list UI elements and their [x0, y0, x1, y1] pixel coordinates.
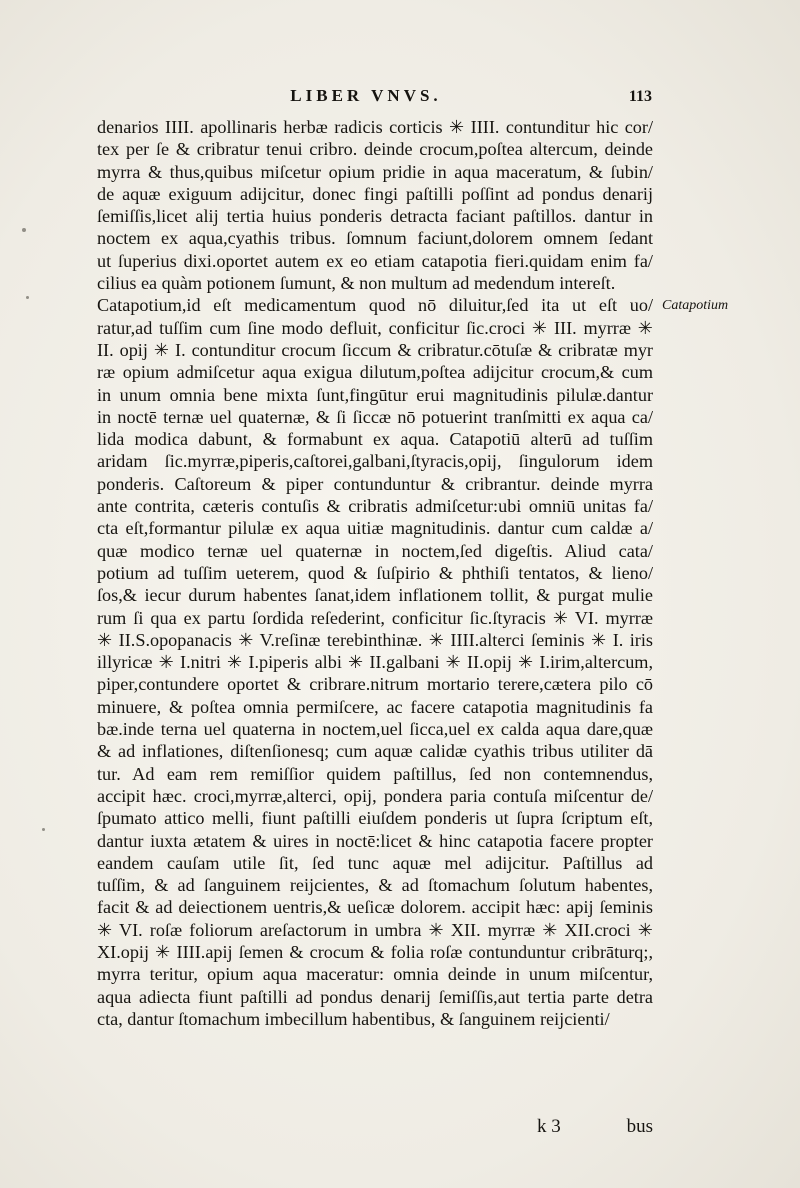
text-line: ut ſuperius dixi.oportet autem ex eo etiam catapotia fieri.quidam enim fa/: [97, 250, 653, 271]
text-line: rum ſi qua ex partu ſordida reſederint, conficitur ſic.ſtyracis ✳ VI. myrræ: [97, 607, 653, 628]
text-line: ante contrita, cæteris contuſis & cribratis admiſcetur:ubi omniū unitas fa/: [97, 496, 653, 517]
text-line: tuſſim, & ad ſanguinem reijcientes, & ad ſtomachum ſolutum habentes,: [97, 875, 653, 896]
text-line: accipit hæc. croci,myrræ,alterci, opij, pondera paria contuſa miſcentur de/: [97, 785, 653, 806]
text-line: facit & ad deiectionem uentris,& ueſicæ dolorem. accipit hæc: apij ſeminis: [97, 897, 653, 918]
text-line: ✳ VI. roſæ foliorum areſactorum in umbra ✳ XII. myrræ ✳ XII.croci ✳: [97, 919, 653, 940]
paper-speck: [26, 296, 29, 299]
running-title: LIBER VNVS.: [290, 86, 442, 105]
text-line: tex per ſe & cribratur tenui cribro. deinde crocum,poſtea altercum, deinde: [97, 139, 653, 160]
text-line: & ad inflationes, diſtenſionesq; cum aquæ calidæ cyathis tribus utiliter dā: [97, 741, 653, 762]
text-line: minuere, & poſtea omnia permiſcere, ac facere catapotia magnitudinis fa: [97, 696, 653, 717]
text-line: dantur iuxta ætatem & uires in noctē:licet & hinc catapotia facere propter: [97, 830, 653, 851]
text-line: quæ modico ternæ uel quaternæ in noctem,ſed digeſtis. Aliud cata/: [97, 540, 653, 561]
running-header: [86, 86, 652, 110]
text-line: aridam ſic.myrræ,piperis,caſtorei,galbani,ſtyracis,opij, ſingulorum idem: [97, 451, 653, 472]
text-line: cta, dantur ſtomachum imbecillum habentibus, & ſanguinem reijcienti/: [97, 1008, 610, 1029]
text-line: in unum omnia bene mixta ſunt,fingūtur erui magnitudinis pilulæ.dantur: [97, 384, 653, 405]
text-line: lida modica dabunt, & formabunt ex aqua. Catapotiū alterū ad tuſſim: [97, 429, 653, 450]
text-line: ræ opium admiſcetur aqua exigua dilutum,poſtea adijcitur crocum,& cum: [97, 362, 653, 383]
text-line: ✳ II.S.opopanacis ✳ V.reſinæ terebinthinæ. ✳ IIII.alterci ſeminis ✳ I. iris: [97, 629, 653, 650]
text-line: in noctē ternæ uel quaternæ, & ſi ſiccæ nō potuerint tranſmitti ex aqua ca/: [97, 406, 653, 427]
text-line: ſos,& iecur durum habentes ſanat,idem inflationem tollit, & purgat mulie: [97, 585, 653, 606]
text-line: cilius ea quàm potionem ſumunt, & non multum ad medendum intereſt.: [97, 273, 616, 294]
text-line: aqua adiecta fiunt paſtilli ad pondus denarij ſemiſſis,aut tertia parte detra: [97, 986, 653, 1007]
text-line: II. opij ✳ I. contunditur crocum ſiccum & cribratur.cōtuſæ & cribratæ myr: [97, 339, 653, 360]
text-line: myrra teritur, opium aqua maceratur: omnia deinde in unum miſcentur,: [97, 964, 653, 985]
text-line: tur. Ad eam rem remiſſior quidem paſtillus, ſed non contemnendus,: [97, 763, 653, 784]
text-line: de aquæ exiguum adijcitur, donec fingi paſtilli poſſint ad pondus denarij: [97, 183, 653, 204]
text-line: ſpumato attico melli, fiunt paſtilli eiuſdem ponderis ut ſupra ſcriptum eſt,: [97, 808, 653, 829]
text-line: potium ad tuſſim ueterem, quod & ſuſpirio & phthiſi tentatos, & lieno/: [97, 562, 653, 583]
folio-number: 113: [628, 88, 652, 105]
catchword: bus: [626, 1116, 653, 1137]
text-line: ponderis. Caſtoreum & piper contunduntur & cribrantur. deinde myrra: [97, 473, 653, 494]
text-line: myrra & thus,quibus miſcetur opium pridie in aqua maceratum, & ſubin/: [97, 161, 653, 182]
text-line: ſemiſſis,licet alij tertia huius ponderis detracta faciant paſtillos. dantur in: [97, 206, 653, 227]
text-line: bæ.inde terna uel quaterna in noctem,uel ſicca,uel ex calda aqua dare,quæ: [97, 719, 653, 740]
text-line: cta eſt,formantur pilulæ ex aqua uitiæ magnitudinis. dantur cum caldæ a/: [97, 518, 653, 539]
signature-mark: k 3: [537, 1116, 561, 1137]
margin-note-catapotium: Catapotium: [662, 298, 729, 313]
text-line: Catapotium,id eſt medicamentum quod nō diluitur,ſed ita ut eſt uo/: [97, 295, 653, 316]
text-line: piper,contundere oportet & cribrare.nitrum mortario terere,cætera pilo cō: [97, 674, 653, 695]
text-line: XI.opij ✳ IIII.apij ſemen & crocum & folia roſæ contunduntur cribrāturq;,: [97, 941, 653, 962]
text-line: noctem ex aqua,cyathis tribus. ſomnum faciunt,dolorem omnem ſedant: [97, 228, 653, 249]
text-line: eandem cauſam utile ſit, ſed tunc aquæ mel adijcitur. Paſtillus ad: [97, 852, 653, 873]
text-line: denarios IIII. apollinaris herbæ radicis corticis ✳ IIII. contunditur hic cor/: [97, 117, 653, 137]
paper-speck: [22, 228, 26, 232]
main-text-block: [97, 116, 653, 1030]
text-line: illyricæ ✳ I.nitri ✳ I.piperis albi ✳ II.galbani ✳ II.opij ✳ I.irim,altercum,: [97, 652, 653, 673]
page-footer: [97, 1116, 653, 1142]
paper-speck: [42, 828, 45, 831]
text-line: ratur,ad tuſſim cum ſine modo defluit, conficitur ſic.croci ✳ III. myrræ ✳: [97, 317, 653, 338]
